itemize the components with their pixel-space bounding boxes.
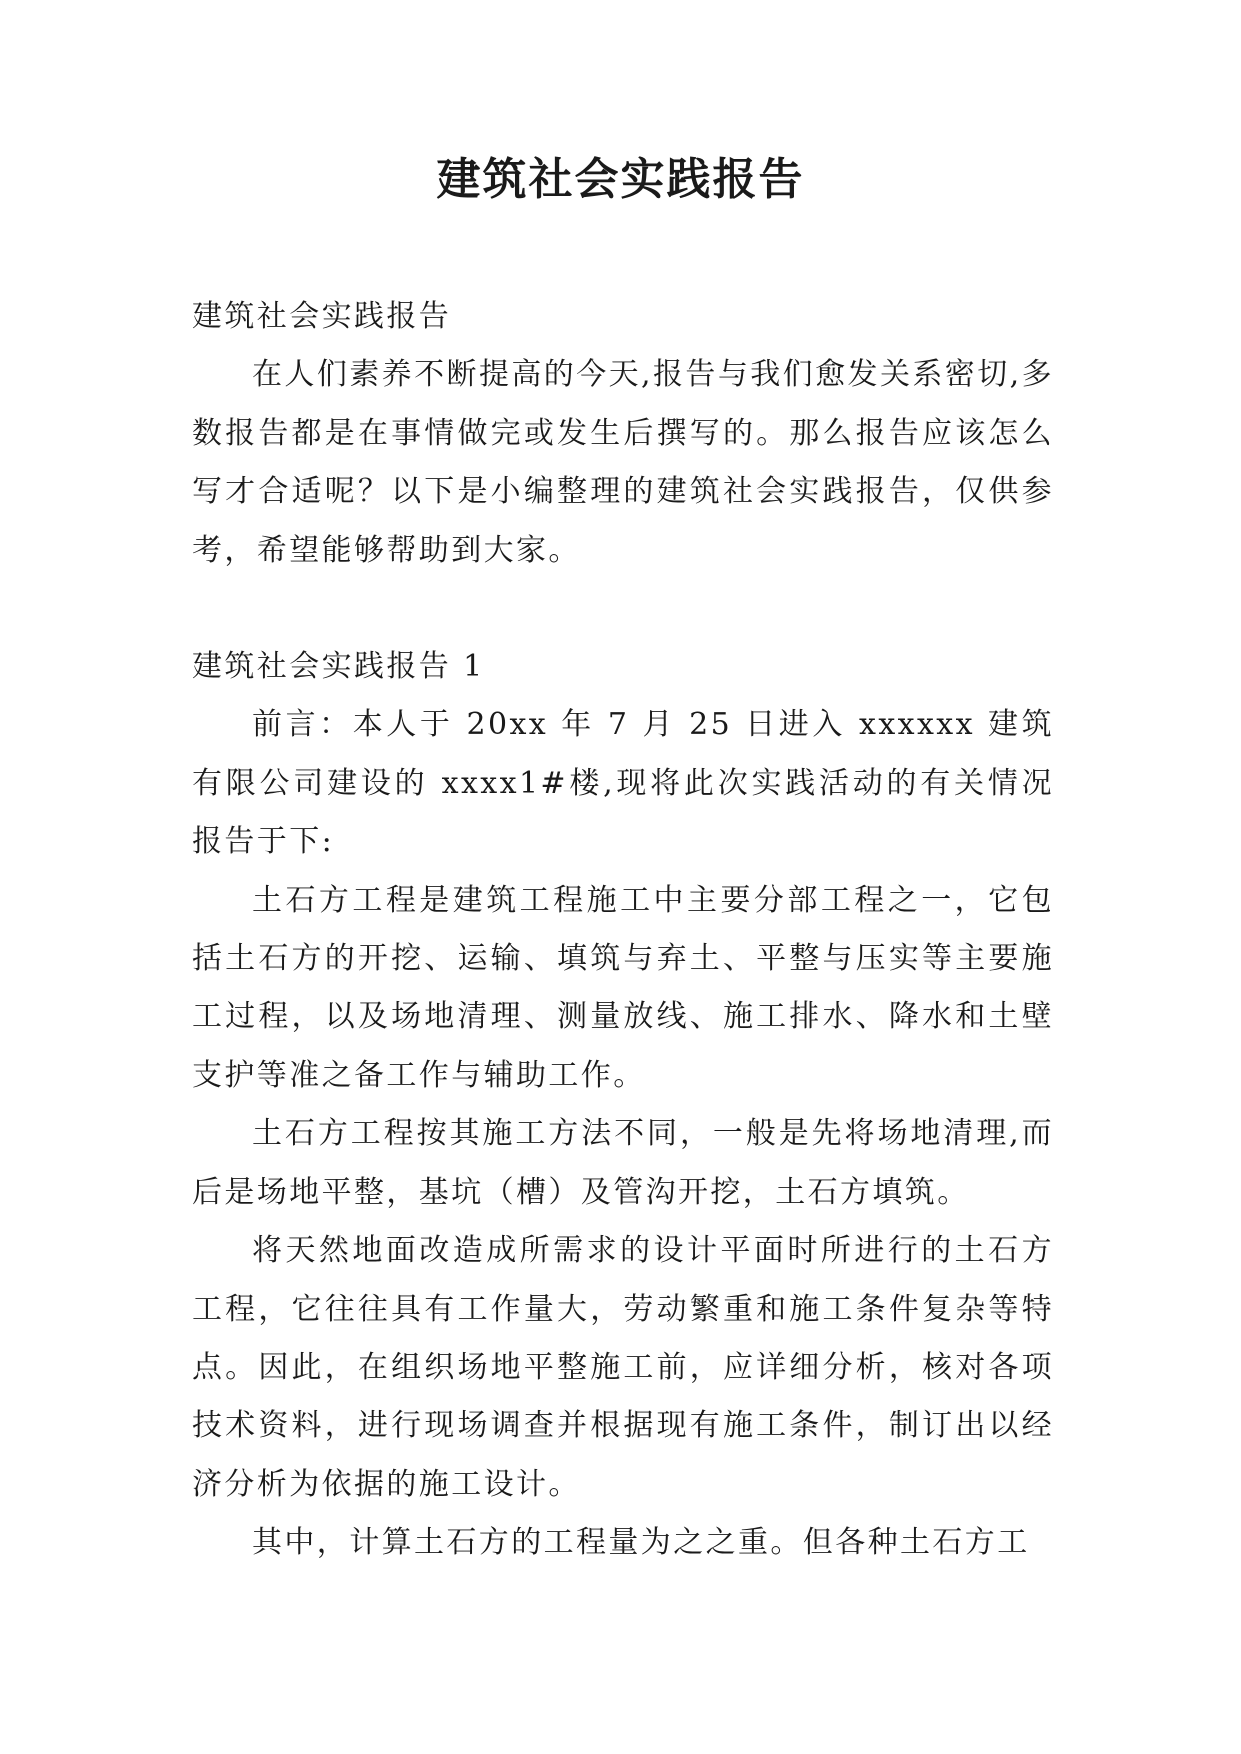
body-paragraph: 土石方工程按其施工方法不同，一般是先将场地清理,而后是场地平整，基坑（槽）及管沟开挖，土石方填筑。 xyxy=(192,1116,1054,1210)
page-title: 建筑社会实践报告 xyxy=(436,154,805,205)
body-paragraph: 土石方工程是建筑工程施工中主要分部工程之一，它包括土石方的开挖、运输、填筑与弃土、平整与压实等主要施工过程，以及场地清理、测量放线、施工排水、降水和土壁支护等准之备工作与辅助工作。 xyxy=(192,882,1054,1093)
document-subtitle: 建筑社会实践报告 xyxy=(192,299,452,334)
body-paragraph: 将天然地面改造成所需求的设计平面时所进行的土石方工程，它往往具有工作量大，劳动繁重和施工条件复杂等特点。因此，在组织场地平整施工前，应详细分析，核对各项技术资料，进行现场调查并根据现有施工条件，制订出以经济分析为依据的施工设计。 xyxy=(192,1233,1054,1502)
body-paragraph: 前言：本人于 20xx 年 7 月 25 日进入 xxxxxx 建筑有限公司建设的 xxxx1#楼,现将此次实践活动的有关情况报告于下: xyxy=(192,707,1054,860)
document-body xyxy=(192,288,1054,1573)
intro-paragraph: 在人们素养不断提高的今天,报告与我们愈发关系密切,多数报告都是在事情做完或发生后撰写的。那么报告应该怎么写才合适呢？以下是小编整理的建筑社会实践报告，仅供参考，希望能够帮助到大家。 xyxy=(192,357,1054,568)
section-heading: 建筑社会实践报告 1 xyxy=(192,649,485,685)
paragraph-spacer xyxy=(192,580,1054,638)
body-paragraph: 其中，计算土石方的工程量为之之重。但各种土石方工 xyxy=(252,1525,1030,1561)
